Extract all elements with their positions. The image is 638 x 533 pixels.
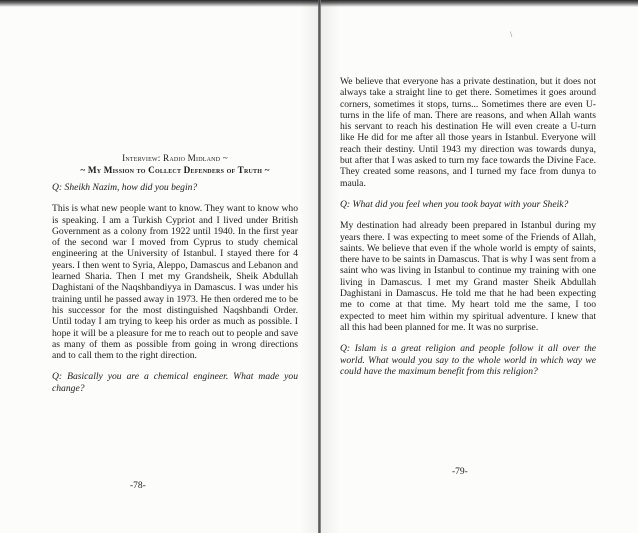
interview-heading: Interview: Radio Midland ~	[122, 153, 228, 163]
question-3: Q: What did you feel when you took bayat with your Sheik?	[340, 198, 569, 210]
right-page	[340, 76, 596, 377]
answer-1: This is what new people want to know. They want to know who is speaking. I am a Turkish Cypriot and I lived under British Government as a colony from 1922 until 1940. In the first year of the second war I moved from Cyprus to study chemical engineering at the University of Istanbul. I stayed there for 4 years. I then went to Syria, Aleppo, Damascus and Lebanon and learned Sharia. Then I met my Grandsheik, Sheik Abdullah Daghistani of the Naqshbandiyya in Damascus. I was under his training until he passed away in 1973. He then ordered me to be his successor for the most distinguished Naqshbandi Order. Until today I am trying to keep his order as much as possible. I hope it will be a pleasure for me to reach out to people and save as many of them as possible from going in wrong directions and to call them to the right direction.	[52, 203, 298, 362]
question-2: Q: Basically you are a chemical engineer. What made you change?	[52, 371, 298, 394]
answer-3: My destination had already been prepared in Istanbul during my years there. I was expecting to meet some of the Friends of Allah, saints. We believe that even if the whole world is empty of saints, there have to be saints in Damascus. That is why I was sent from a saint who was living in Istanbul to continue my training with one living in Damascus. I met my Grand master Sheik Abdullah Daghistani in Damascus. He told me that he had been expecting me to come at that time. My heart told me the same, I too expected to meet him within my spiritual adventure. I knew that all this had been planned for me. It was no surprise.	[340, 220, 596, 333]
book-gutter	[318, 0, 321, 533]
page-number-right: -79-	[452, 467, 468, 477]
question-4: Q: Islam is a great religion and people follow it all over the world. What would you say to the whole world in which way we could have the maximum benefit from this religion?	[340, 343, 596, 377]
page-number-left: -78-	[130, 481, 146, 491]
left-page	[52, 153, 298, 394]
corner-mark: \	[510, 30, 513, 39]
interview-subheading: ~ My Mission to Collect Defenders of Truth ~	[80, 165, 270, 175]
question-1: Q: Sheikh Nazim, how did you begin?	[52, 182, 198, 193]
answer-2: We believe that everyone has a private destination, but it does not always take a straight line to get there. Sometimes it goes around corners, sometimes it stops, turns... Sometimes there are even U-turns in the life of man. There are reasons, and when Allah wants his servant to reach his destination He will even create a U-turn like He did for me after all those years in Istanbul. Everyone will reach their destiny. Until 1943 my direction was towards dunya, but after that I was asked to turn my face towards the Divine Face. They created some reasons, and I turned my face from dunya to maula.	[340, 76, 596, 189]
